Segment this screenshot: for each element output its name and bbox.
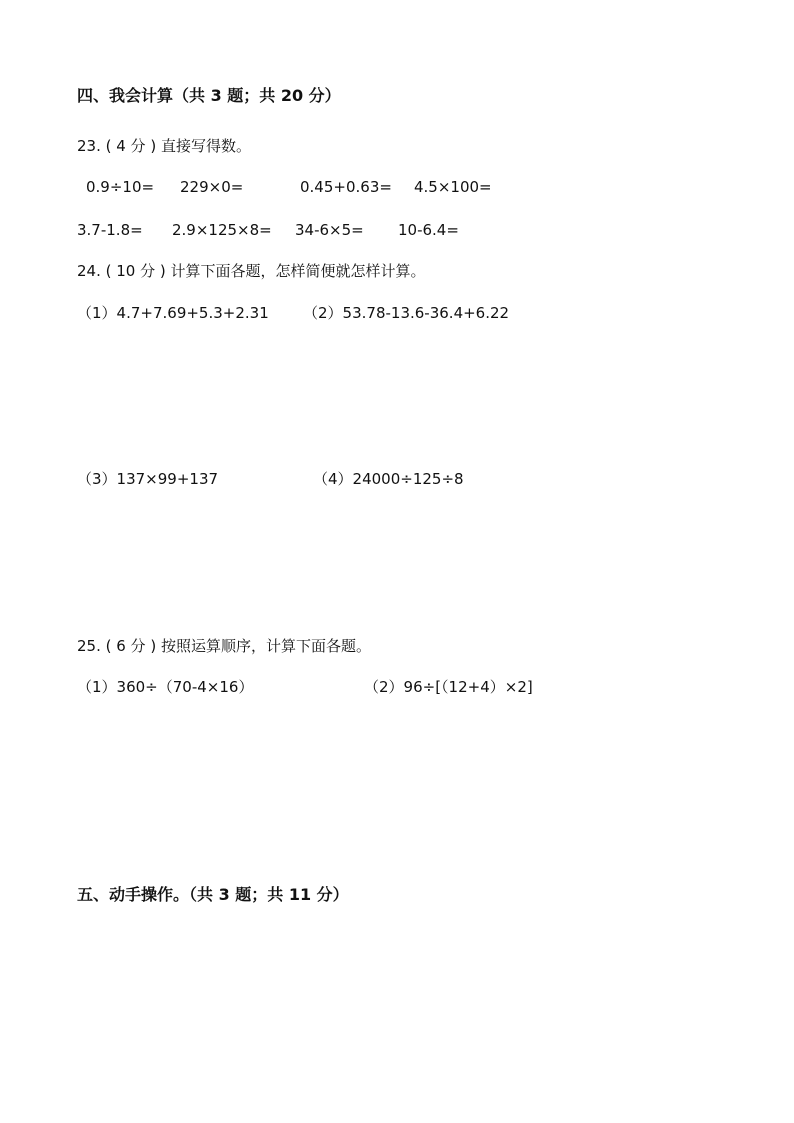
section-heading-4: 四、我会计算（共 3 题；共 20 分） xyxy=(77,86,341,105)
question-24-header: 24. ( 10 分 ) 计算下面各题，怎样简便就怎样计算。 xyxy=(77,262,426,280)
q24-item-2: （2）53.78-13.6-36.4+6.22 xyxy=(303,304,510,322)
q23-item-6: 2.9×125×8= xyxy=(172,221,272,239)
q24-item-4: （4）24000÷125÷8 xyxy=(313,470,464,488)
q23-item-4: 4.5×100= xyxy=(414,178,492,196)
q25-item-1: （1）360÷（70-4×16） xyxy=(77,678,254,696)
q23-item-2: 229×0= xyxy=(180,178,244,196)
q23-item-1: 0.9÷10= xyxy=(86,178,155,196)
q24-item-1: （1）4.7+7.69+5.3+2.31 xyxy=(77,304,269,322)
q23-item-7: 34-6×5= xyxy=(295,221,364,239)
q24-item-3: （3）137×99+137 xyxy=(77,470,219,488)
section-heading-5: 五、动手操作。（共 3 题；共 11 分） xyxy=(77,885,349,904)
question-23-header: 23. ( 4 分 ) 直接写得数。 xyxy=(77,137,251,155)
q25-item-2: （2）96÷[（12+4）×2] xyxy=(364,678,533,696)
q23-item-8: 10-6.4= xyxy=(398,221,459,239)
q23-item-5: 3.7-1.8= xyxy=(77,221,143,239)
question-25-header: 25. ( 6 分 ) 按照运算顺序，计算下面各题。 xyxy=(77,637,371,655)
q23-item-3: 0.45+0.63= xyxy=(300,178,392,196)
